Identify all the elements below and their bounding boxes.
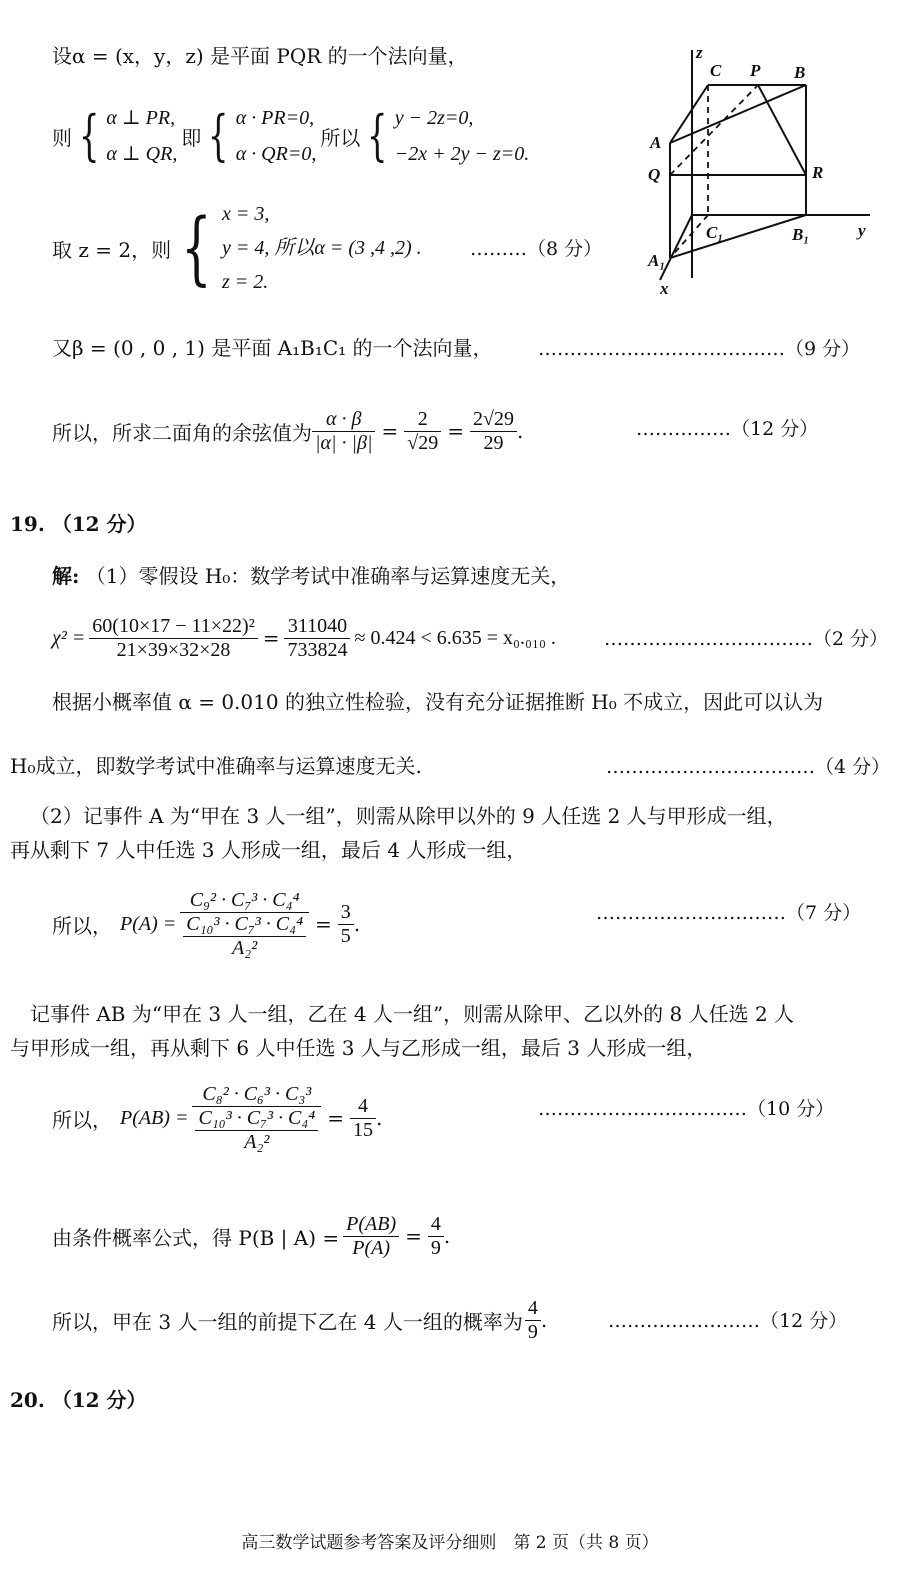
score-7: …………………………（7 分） bbox=[596, 902, 862, 924]
chi-square-line bbox=[52, 608, 556, 668]
score-8: ………（8 分） bbox=[470, 238, 603, 260]
solution-system bbox=[52, 196, 422, 300]
cube-figure bbox=[640, 40, 890, 300]
score-2: ……………………………（2 分） bbox=[604, 628, 889, 650]
event-ab-line-1: 记事件 AB 为“甲在 3 人一组，乙在 4 人一组”，则需从除甲、乙以外的 8 人任选 2 人 bbox=[30, 1002, 795, 1026]
namely-label: 即 bbox=[181, 125, 202, 150]
edge-ab bbox=[670, 85, 806, 143]
score-10: ……………………………（10 分） bbox=[538, 1098, 835, 1120]
label-r: R bbox=[812, 163, 824, 182]
then-label: 则 bbox=[52, 125, 72, 150]
pab-den-den: A₂² bbox=[244, 1130, 270, 1153]
pab-inner-fraction bbox=[195, 1107, 318, 1154]
perp-pr: α ⊥ PR, bbox=[106, 107, 176, 129]
pa-result bbox=[338, 901, 354, 948]
so-label: 所以， bbox=[52, 913, 112, 938]
chi-num: 60(10×17 − 11×22)² bbox=[89, 615, 257, 639]
label-b1: B₁ bbox=[792, 225, 810, 244]
final-fraction bbox=[525, 1297, 541, 1344]
label-y: y bbox=[858, 221, 866, 240]
dot-qr: α · QR=0, bbox=[235, 143, 317, 165]
pa-inner-fraction bbox=[183, 913, 306, 960]
label-b: B bbox=[794, 63, 806, 82]
pab-num: C₈² · C₆³ · C₃³ bbox=[192, 1083, 321, 1107]
question-20-heading: 20. （12 分） bbox=[10, 1388, 147, 1412]
system-2 bbox=[236, 100, 317, 172]
edge-a1b1 bbox=[670, 215, 806, 258]
left-brace: { bbox=[181, 201, 212, 294]
equals: = bbox=[315, 912, 332, 936]
pa-result-num: 3 bbox=[338, 901, 354, 925]
hidden-qp bbox=[670, 85, 758, 175]
cosine-line bbox=[52, 396, 523, 466]
pab-lhs: P(AB) = bbox=[120, 1106, 189, 1129]
pc-result-den: 9 bbox=[430, 1236, 441, 1259]
score-9: …………………………………（9 分） bbox=[538, 338, 861, 360]
event-a-line-1: （2）记事件 A 为“甲在 3 人一组”，则需从除甲以外的 9 人任选 2 人与甲形成一组， bbox=[30, 804, 787, 828]
period: . bbox=[376, 1106, 383, 1130]
cos-num: α · β bbox=[312, 408, 375, 432]
hypothesis-text: （1）零假设 H₀：数学考试中准确率与运算速度无关， bbox=[85, 564, 571, 588]
pa-result-den: 5 bbox=[340, 924, 351, 947]
so-label: 所以 bbox=[320, 125, 361, 150]
pa-line bbox=[52, 876, 360, 972]
cos-num-3: 2√29 bbox=[470, 408, 517, 432]
pc-fraction bbox=[343, 1213, 399, 1260]
pc-num: P(AB) bbox=[343, 1213, 399, 1237]
pc-result-num: 4 bbox=[428, 1213, 444, 1237]
event-ab-line-2: 与甲形成一组，再从剩下 6 人中任选 3 人与乙形成一组，最后 3 人形成一组， bbox=[10, 1036, 707, 1060]
system-3 bbox=[395, 100, 530, 172]
hypothesis-line bbox=[52, 562, 570, 590]
label-z: z bbox=[696, 43, 703, 62]
pab-fraction bbox=[192, 1083, 321, 1154]
score-12: ……………（12 分） bbox=[636, 418, 819, 440]
equals: = bbox=[381, 419, 399, 443]
chi-lhs: χ² = bbox=[52, 626, 86, 649]
pa-den-den: A₂² bbox=[232, 936, 258, 959]
normal-vector-intro: 设α = (x，y，z) 是平面 PQR 的一个法向量， bbox=[52, 44, 468, 68]
pab-result-num: 4 bbox=[350, 1095, 376, 1119]
label-x: x bbox=[660, 279, 669, 298]
final-answer-line bbox=[52, 1288, 547, 1352]
equals: = bbox=[327, 1106, 345, 1130]
cos-den: |α| · |β| bbox=[315, 431, 373, 454]
eq-1: y − 2z=0, bbox=[394, 107, 474, 129]
pab-result-den: 15 bbox=[353, 1118, 374, 1141]
left-brace: { bbox=[78, 104, 100, 167]
chi-fraction bbox=[89, 615, 257, 662]
final-num: 4 bbox=[525, 1297, 541, 1321]
period: . bbox=[540, 1308, 548, 1332]
label-a1: A₁ bbox=[648, 251, 666, 270]
edge-pr bbox=[758, 85, 806, 175]
label-p: P bbox=[750, 61, 761, 80]
solve-label: 解: bbox=[52, 564, 80, 588]
question-19-heading: 19. （12 分） bbox=[10, 512, 147, 536]
chi-num-2: 311040 bbox=[284, 615, 350, 639]
chi-fraction-2 bbox=[284, 615, 350, 662]
x-value: x = 3, bbox=[222, 203, 270, 225]
final-den: 9 bbox=[527, 1320, 538, 1343]
z-value: z = 2. bbox=[222, 271, 269, 293]
pab-result bbox=[350, 1095, 376, 1142]
system-values bbox=[222, 197, 422, 299]
label-c: C bbox=[710, 61, 722, 80]
pab-line bbox=[52, 1070, 382, 1166]
cos-num-2: 2 bbox=[404, 408, 441, 432]
chi-den: 21×39×32×28 bbox=[116, 638, 231, 661]
cos-fraction bbox=[312, 408, 375, 455]
pc-den: P(A) bbox=[352, 1236, 391, 1259]
so-label: 所以， bbox=[52, 1107, 112, 1132]
period: . bbox=[516, 419, 524, 443]
score-12: ……………………（12 分） bbox=[608, 1310, 848, 1332]
pab-den-num: C₁₀³ · C₇³ · C₄⁴ bbox=[195, 1107, 318, 1131]
score-4: ……………………………（4 分） bbox=[606, 756, 891, 778]
perp-qr: α ⊥ QR, bbox=[106, 143, 178, 165]
period: . bbox=[353, 912, 361, 936]
eq-2: −2x + 2y − z=0. bbox=[394, 143, 530, 165]
beta-normal-line: 又β = (0 , 0 , 1) 是平面 A₁B₁C₁ 的一个法向量， bbox=[52, 336, 493, 360]
chi-comparison: ≈ 0.424 < 6.635 = x₀.₀₁₀ . bbox=[354, 626, 556, 649]
label-c1: C₁ bbox=[706, 223, 724, 242]
equals: = bbox=[262, 626, 280, 650]
final-label: 所以，甲在 3 人一组的前提下乙在 4 人一组的概率为 bbox=[52, 1309, 523, 1334]
pa-lhs: P(A) = bbox=[120, 912, 177, 935]
pab-den bbox=[192, 1107, 321, 1154]
test-conclusion-line-2: H₀成立，即数学考试中准确率与运算速度无关. bbox=[10, 754, 422, 778]
equals: = bbox=[405, 1224, 422, 1248]
pa-fraction bbox=[180, 889, 309, 960]
pa-den bbox=[180, 913, 309, 960]
label-q: Q bbox=[648, 165, 661, 184]
pa-den-num: C₁₀³ · C₇³ · C₄⁴ bbox=[183, 913, 306, 937]
event-a-line-2: 再从剩下 7 人中任选 3 人形成一组，最后 4 人形成一组， bbox=[10, 838, 527, 862]
period: . bbox=[443, 1224, 451, 1248]
take-z-label: 取 z = 2，则 bbox=[52, 237, 172, 262]
chi-den-2: 733824 bbox=[287, 638, 348, 661]
y-value: y = 4, 所以α = (3 ,4 ,2) . bbox=[222, 237, 422, 259]
left-brace: { bbox=[367, 104, 388, 167]
conditional-line bbox=[52, 1204, 450, 1268]
cos-fraction-3 bbox=[470, 408, 517, 455]
dot-pr: α · PR=0, bbox=[235, 107, 315, 129]
cos-fraction-2 bbox=[404, 408, 441, 455]
page-footer: 高三数学试题参考答案及评分细则 第 2 页（共 8 页） bbox=[241, 1533, 659, 1553]
x-axis bbox=[660, 215, 692, 280]
pa-num: C₉² · C₇³ · C₄⁴ bbox=[180, 889, 309, 913]
cosine-label: 所以，所求二面角的余弦值为 bbox=[52, 420, 312, 445]
equals: = bbox=[447, 419, 464, 443]
left-brace: { bbox=[208, 104, 229, 167]
cos-den-3: 29 bbox=[483, 431, 504, 454]
cos-den-2: √29 bbox=[407, 431, 439, 454]
system-1 bbox=[106, 100, 177, 172]
conditional-label: 由条件概率公式，得 P(B | A) = bbox=[52, 1225, 340, 1250]
pc-result bbox=[428, 1213, 444, 1260]
perpendicular-system bbox=[52, 96, 529, 176]
label-a: A bbox=[650, 133, 662, 152]
test-conclusion-line-1: 根据小概率值 α = 0.010 的独立性检验，没有充分证据推断 H₀ 不成立，因此可以认为 bbox=[52, 690, 824, 714]
